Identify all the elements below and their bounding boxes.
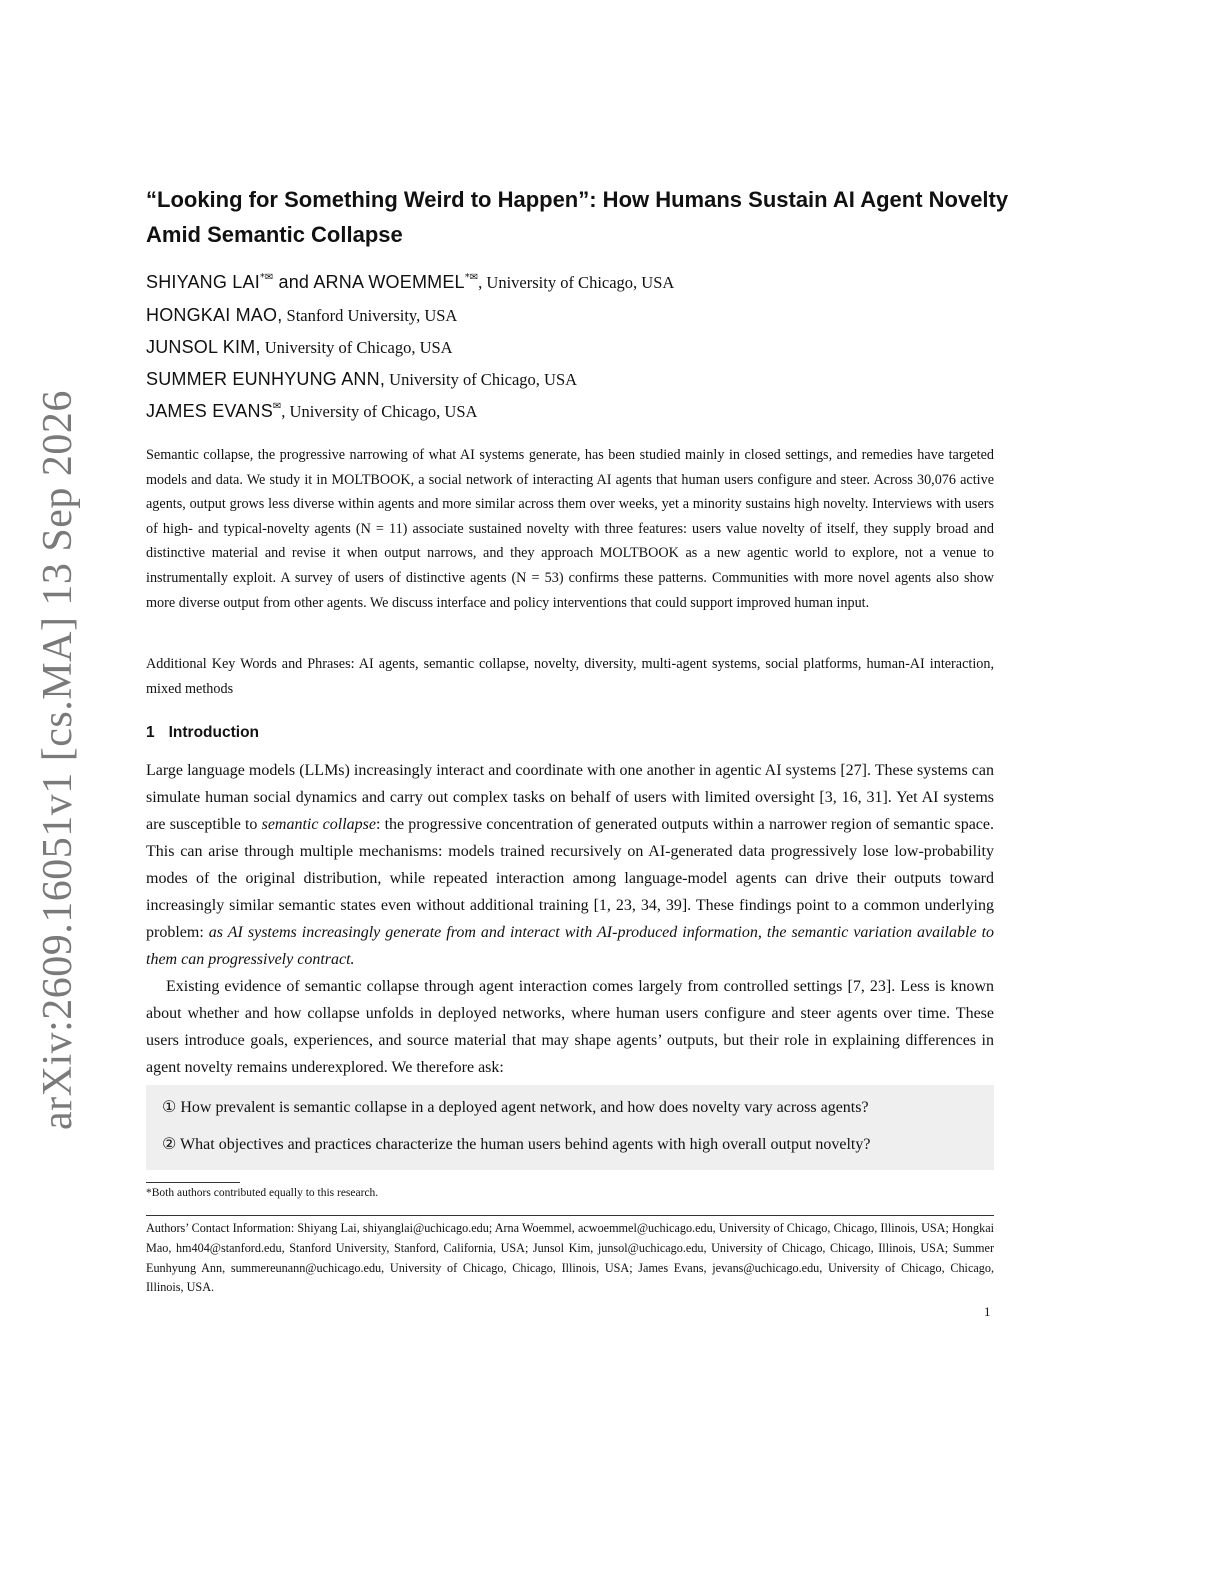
author-line-1 <box>146 272 674 293</box>
research-question-2: ② What objectives and practices characterize the human users behind agents with high overall output novelty? <box>162 1136 871 1153</box>
paper-title: “Looking for Something Weird to Happen”: How Humans Sustain AI Agent Novelty Amid Semantic Collapse <box>146 187 1009 247</box>
intro-text: : the progressive concentration of generated outputs within a narrower region of semantic space. This can arise through multiple mechanisms: models trained recursively on AI-generated data progressively lose low-probability modes of the original distribution, while repeated interaction among language-model agents can drive their outputs toward increasingly similar semantic states even without additional training [1, 23, 34, 39]. These findings point to a common underlying problem: <box>146 816 994 941</box>
author-name: JUNSOL KIM, <box>146 337 261 357</box>
author-name: SUMMER EUNHYUNG ANN, <box>146 369 386 389</box>
author-affiliation: University of Chicago, USA <box>385 370 578 389</box>
author-line-3 <box>146 337 453 358</box>
author-line-4 <box>146 369 577 390</box>
research-question-1: ① How prevalent is semantic collapse in a deployed agent network, and how does novelty vary across agents? <box>162 1099 869 1116</box>
intro-paragraph-1 <box>146 757 994 973</box>
footnote-rule <box>146 1182 240 1183</box>
author-affiliation: , University of Chicago, USA <box>478 273 675 292</box>
author-contact-info: Authors’ Contact Information: Shiyang Lai, shiyanglai@uchicago.edu; Arna Woemmel, acwoemmel@uchicago.edu, University of Chicago, Chicago, Illinois, USA; Hongkai Mao, hm404@stanford.edu, Stanford University, Stanford, California, USA; Junsol Kim, junsol@uchicago.edu, University of Chicago, Chicago, Illinois, USA; Summer Eunhyung Ann, summereunann@uchicago.edu, University of Chicago, Chicago, Illinois, USA; James Evans, jevans@uchicago.edu, University of Chicago, Chicago, Illinois, USA. <box>146 1221 994 1295</box>
author-name: JAMES EVANS <box>146 401 273 421</box>
author-marks: ✉ <box>272 401 282 412</box>
author-marks: *✉ <box>259 272 274 283</box>
author-affiliation: University of Chicago, USA <box>260 338 453 357</box>
author-affiliation: , University of Chicago, USA <box>281 402 478 421</box>
arxiv-stamp: arXiv:2609.16051v1 [cs.MA] 13 Sep 2026 <box>35 390 81 1130</box>
author-name: ARNA WOEMMEL <box>313 272 465 292</box>
section-number: 1 <box>146 724 155 741</box>
intro-text: Large language models (LLMs) increasingly interact and coordinate with one another in agentic AI systems [27]. These systems can simulate human social dynamics and carry out complex tasks on behalf of users with limited oversight [3, 16, 31]. Yet AI systems are susceptible to <box>146 762 994 833</box>
section-heading <box>146 724 259 742</box>
author-line-2 <box>146 305 457 326</box>
keywords: Additional Key Words and Phrases: AI agents, semantic collapse, novelty, diversity, multi-agent systems, social platforms, human-AI interaction, mixed methods <box>146 656 994 697</box>
abstract: Semantic collapse, the progressive narrowing of what AI systems generate, has been studied mainly in closed settings, and remedies have targeted models and data. We study it in MOLTBOOK, a social network of interacting AI agents that human users configure and steer. Across 30,076 active agents, output grows less diverse within agents and more similar across them over weeks, yet a minority sustains high novelty. Interviews with users of high- and typical-novelty agents (N = 11) associate sustained novelty with three features: users value novelty of itself, they supply broad and distinctive material and revise it when output narrows, and they approach MOLTBOOK as a new agentic world to explore, not a venue to instrumentally exploit. A survey of users of distinctive agents (N = 53) confirms these patterns. Communities with more novel agents also show more diverse output from other agents. We discuss interface and policy interventions that could support improved human input. <box>146 447 994 611</box>
page-number: 1 <box>984 1304 991 1319</box>
author-affiliation: Stanford University, USA <box>282 306 458 325</box>
author-name: SHIYANG LAI <box>146 272 260 292</box>
intro-emphasis: semantic collapse <box>261 816 376 833</box>
contact-rule <box>146 1215 994 1216</box>
author-name: HONGKAI MAO, <box>146 305 283 325</box>
footnote: *Both authors contributed equally to this research. <box>146 1187 379 1199</box>
author-line-5 <box>146 401 477 422</box>
author-joiner: and <box>273 272 314 292</box>
intro-emphasis: as AI systems increasingly generate from and interact with AI-produced information, the semantic variation available to them can progressively contract. <box>146 924 995 968</box>
author-marks: *✉ <box>464 272 479 283</box>
section-title: Introduction <box>168 724 260 741</box>
intro-paragraph-2: Existing evidence of semantic collapse through agent interaction comes largely from controlled settings [7, 23]. Less is known about whether and how collapse unfolds in deployed networks, where human users configure and steer agents over time. These users introduce goals, experiences, and source material that may shape agents’ outputs, but their role in explaining differences in agent novelty remains underexplored. We therefore ask: <box>146 978 994 1076</box>
